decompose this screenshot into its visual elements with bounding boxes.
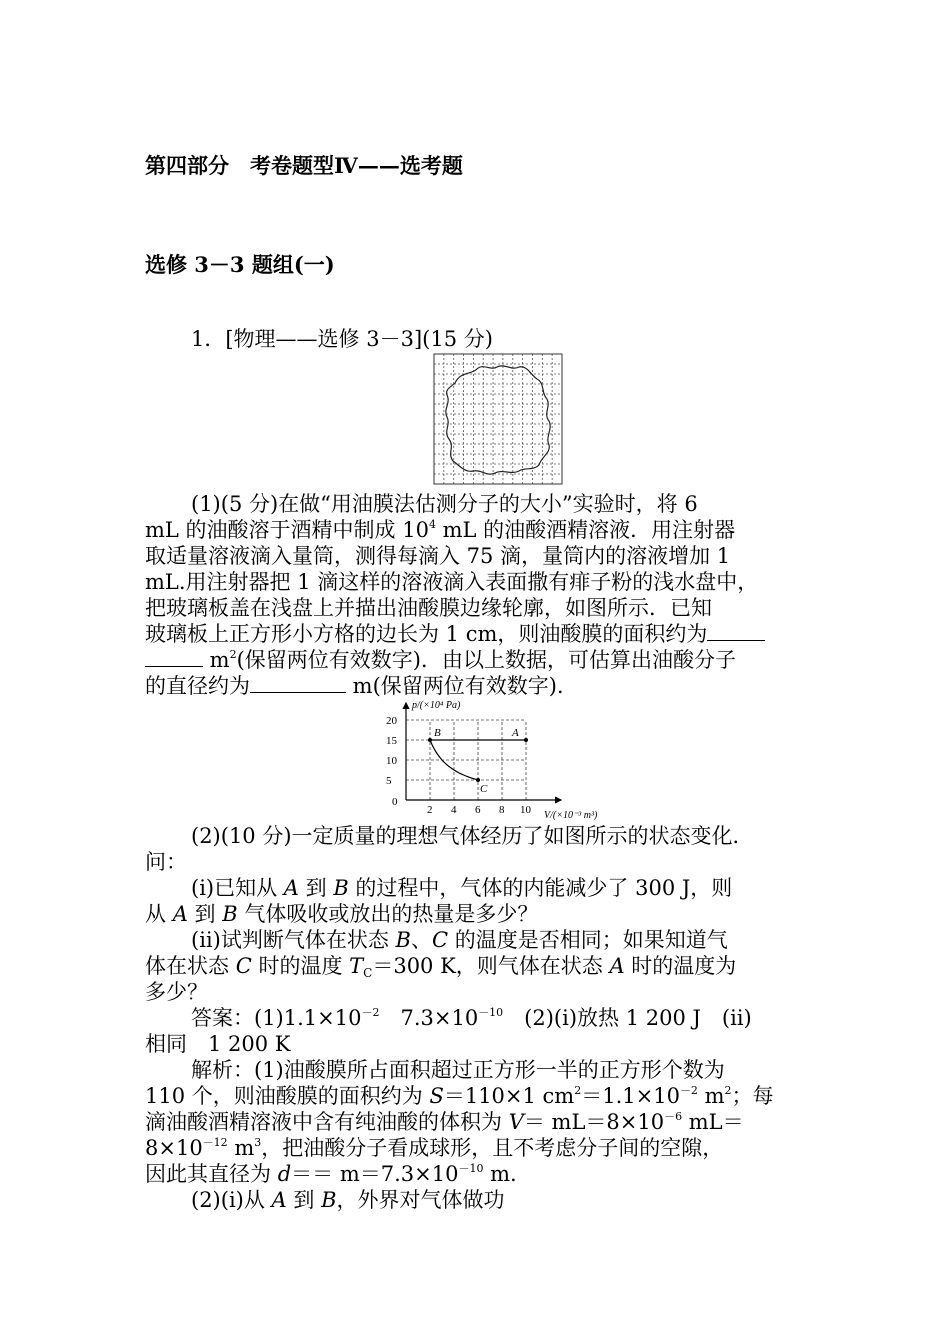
y-tick-label: 10 bbox=[386, 755, 397, 767]
q1-part1-line8: 的直径约为 m(保留两位有效数字)． bbox=[145, 674, 578, 698]
oil-film-figure bbox=[433, 353, 563, 485]
analysis-line1: 解析：(1)油酸膜所占面积超过正方形一半的正方形个数为 bbox=[191, 1058, 725, 1082]
x-tick-label: 2 bbox=[427, 804, 433, 816]
q1-part2-line2: 问： bbox=[145, 850, 187, 874]
q1-part1-line1: (1)(5 分)在做“用油膜法估测分子的大小”实验时，将 6 bbox=[191, 492, 698, 516]
q1-part2-line6: 体在状态 C 时的温度 $T_C=300$ K，则气体在状态 A 时的温度为 bbox=[145, 954, 737, 980]
x-tick-label: 6 bbox=[475, 804, 481, 816]
q1-part1-line6: 玻璃板上正方形小方格的边长为 1 cm，则油酸膜的面积约为 bbox=[145, 621, 765, 647]
oil-film-outline bbox=[446, 366, 550, 474]
answer-blank-area-b bbox=[145, 648, 203, 667]
answer-blank-diameter bbox=[250, 674, 346, 693]
origin-label: 0 bbox=[392, 796, 398, 808]
q1-part1-line7: $m^2$(保留两位有效数字)．由以上数据，可估算出油酸分子 bbox=[145, 647, 736, 673]
state-c-dot bbox=[476, 778, 480, 782]
y-tick-label: 5 bbox=[386, 775, 392, 787]
analysis-line3: 滴油酸酒精溶液中含有纯油酸的体积为 $V= mL=8\times 10^{-6}$ mL＝ bbox=[145, 1110, 744, 1134]
analysis-line4: $8\times 10^{-12}$ $m^3$，把油酸分子看成球形，且不考虑分子间的空隙， bbox=[145, 1136, 724, 1160]
glass-plate-border bbox=[434, 354, 562, 484]
y-tick-label: 15 bbox=[386, 735, 397, 747]
answer-line1: 答案：$(1)1.1\times 10^{-2}$ $7.3\times 10^{-10}$ (2)(ⅰ)放热 1 200 J (ⅱ) bbox=[191, 1006, 752, 1030]
p-axis-label: p/(×10⁴ Pa) bbox=[412, 700, 461, 711]
analysis-line6: (2)(ⅰ)从 A 到 B，外界对气体做功 bbox=[191, 1188, 505, 1212]
q1-part1-line4: mL.用注射器把 1 滴这样的溶液滴入表面撒有痱子粉的浅水盘中， bbox=[145, 570, 759, 594]
answer-line2: 相同 1 200 K bbox=[145, 1032, 291, 1056]
answer-blank-area-a bbox=[707, 622, 765, 641]
q1-part2-line7: 多少？ bbox=[145, 980, 208, 1004]
q1-part2-line3: (ⅰ)已知从 A 到 B 的过程中，气体的内能减少了 300 J，则 bbox=[191, 876, 733, 900]
x-tick-label: 10 bbox=[520, 804, 531, 816]
section-title: 选修 3－3 题组(一) bbox=[145, 252, 335, 277]
pv-graph bbox=[376, 697, 626, 823]
analysis-line2: 110 个，则油酸膜的面积约为 S＝110×1 $cm^2=1.1\times 10^{-2}$ $m^2$；每 bbox=[145, 1084, 774, 1108]
x-tick-label: 4 bbox=[451, 804, 457, 816]
v-axis-label: V/(×10⁻³ m³) bbox=[544, 810, 598, 821]
part-title: 第四部分 考卷题型Ⅳ——选考题 bbox=[145, 153, 463, 178]
analysis-line5: 因此其直径为 $d== m=7.3\times 10^{-10}$ m. bbox=[145, 1162, 517, 1186]
q1-part2-line5: (ⅱ)试判断气体在状态 B、C 的温度是否相同；如果知道气 bbox=[191, 928, 728, 952]
question-header: 1．[物理——选修 3－3](15 分) bbox=[191, 327, 493, 351]
x-tick-label: 8 bbox=[499, 804, 505, 816]
q1-part2-line1: (2)(10 分)一定质量的理想气体经历了如图所示的状态变化． bbox=[191, 824, 754, 848]
q1-part1-line2: mL 的油酸溶于酒精中制成 $10^4$ mL 的油酸酒精溶液．用注射器 bbox=[145, 518, 736, 542]
q1-part1-line3: 取适量溶液滴入量筒，测得每滴入 75 滴，量筒内的溶液增加 1 bbox=[145, 544, 731, 568]
state-b-dot bbox=[428, 738, 432, 742]
state-b-label: B bbox=[434, 727, 441, 739]
state-a-label: A bbox=[512, 727, 519, 739]
state-c-label: C bbox=[480, 783, 488, 795]
q1-part1-line5: 把玻璃板盖在浅盘上并描出油酸膜边缘轮廓，如图所示．已知 bbox=[145, 596, 712, 620]
q1-part2-line4: 从 A 到 B 气体吸收或放出的热量是多少？ bbox=[145, 902, 539, 926]
state-a-dot bbox=[524, 738, 528, 742]
y-tick-label: 20 bbox=[386, 715, 397, 727]
